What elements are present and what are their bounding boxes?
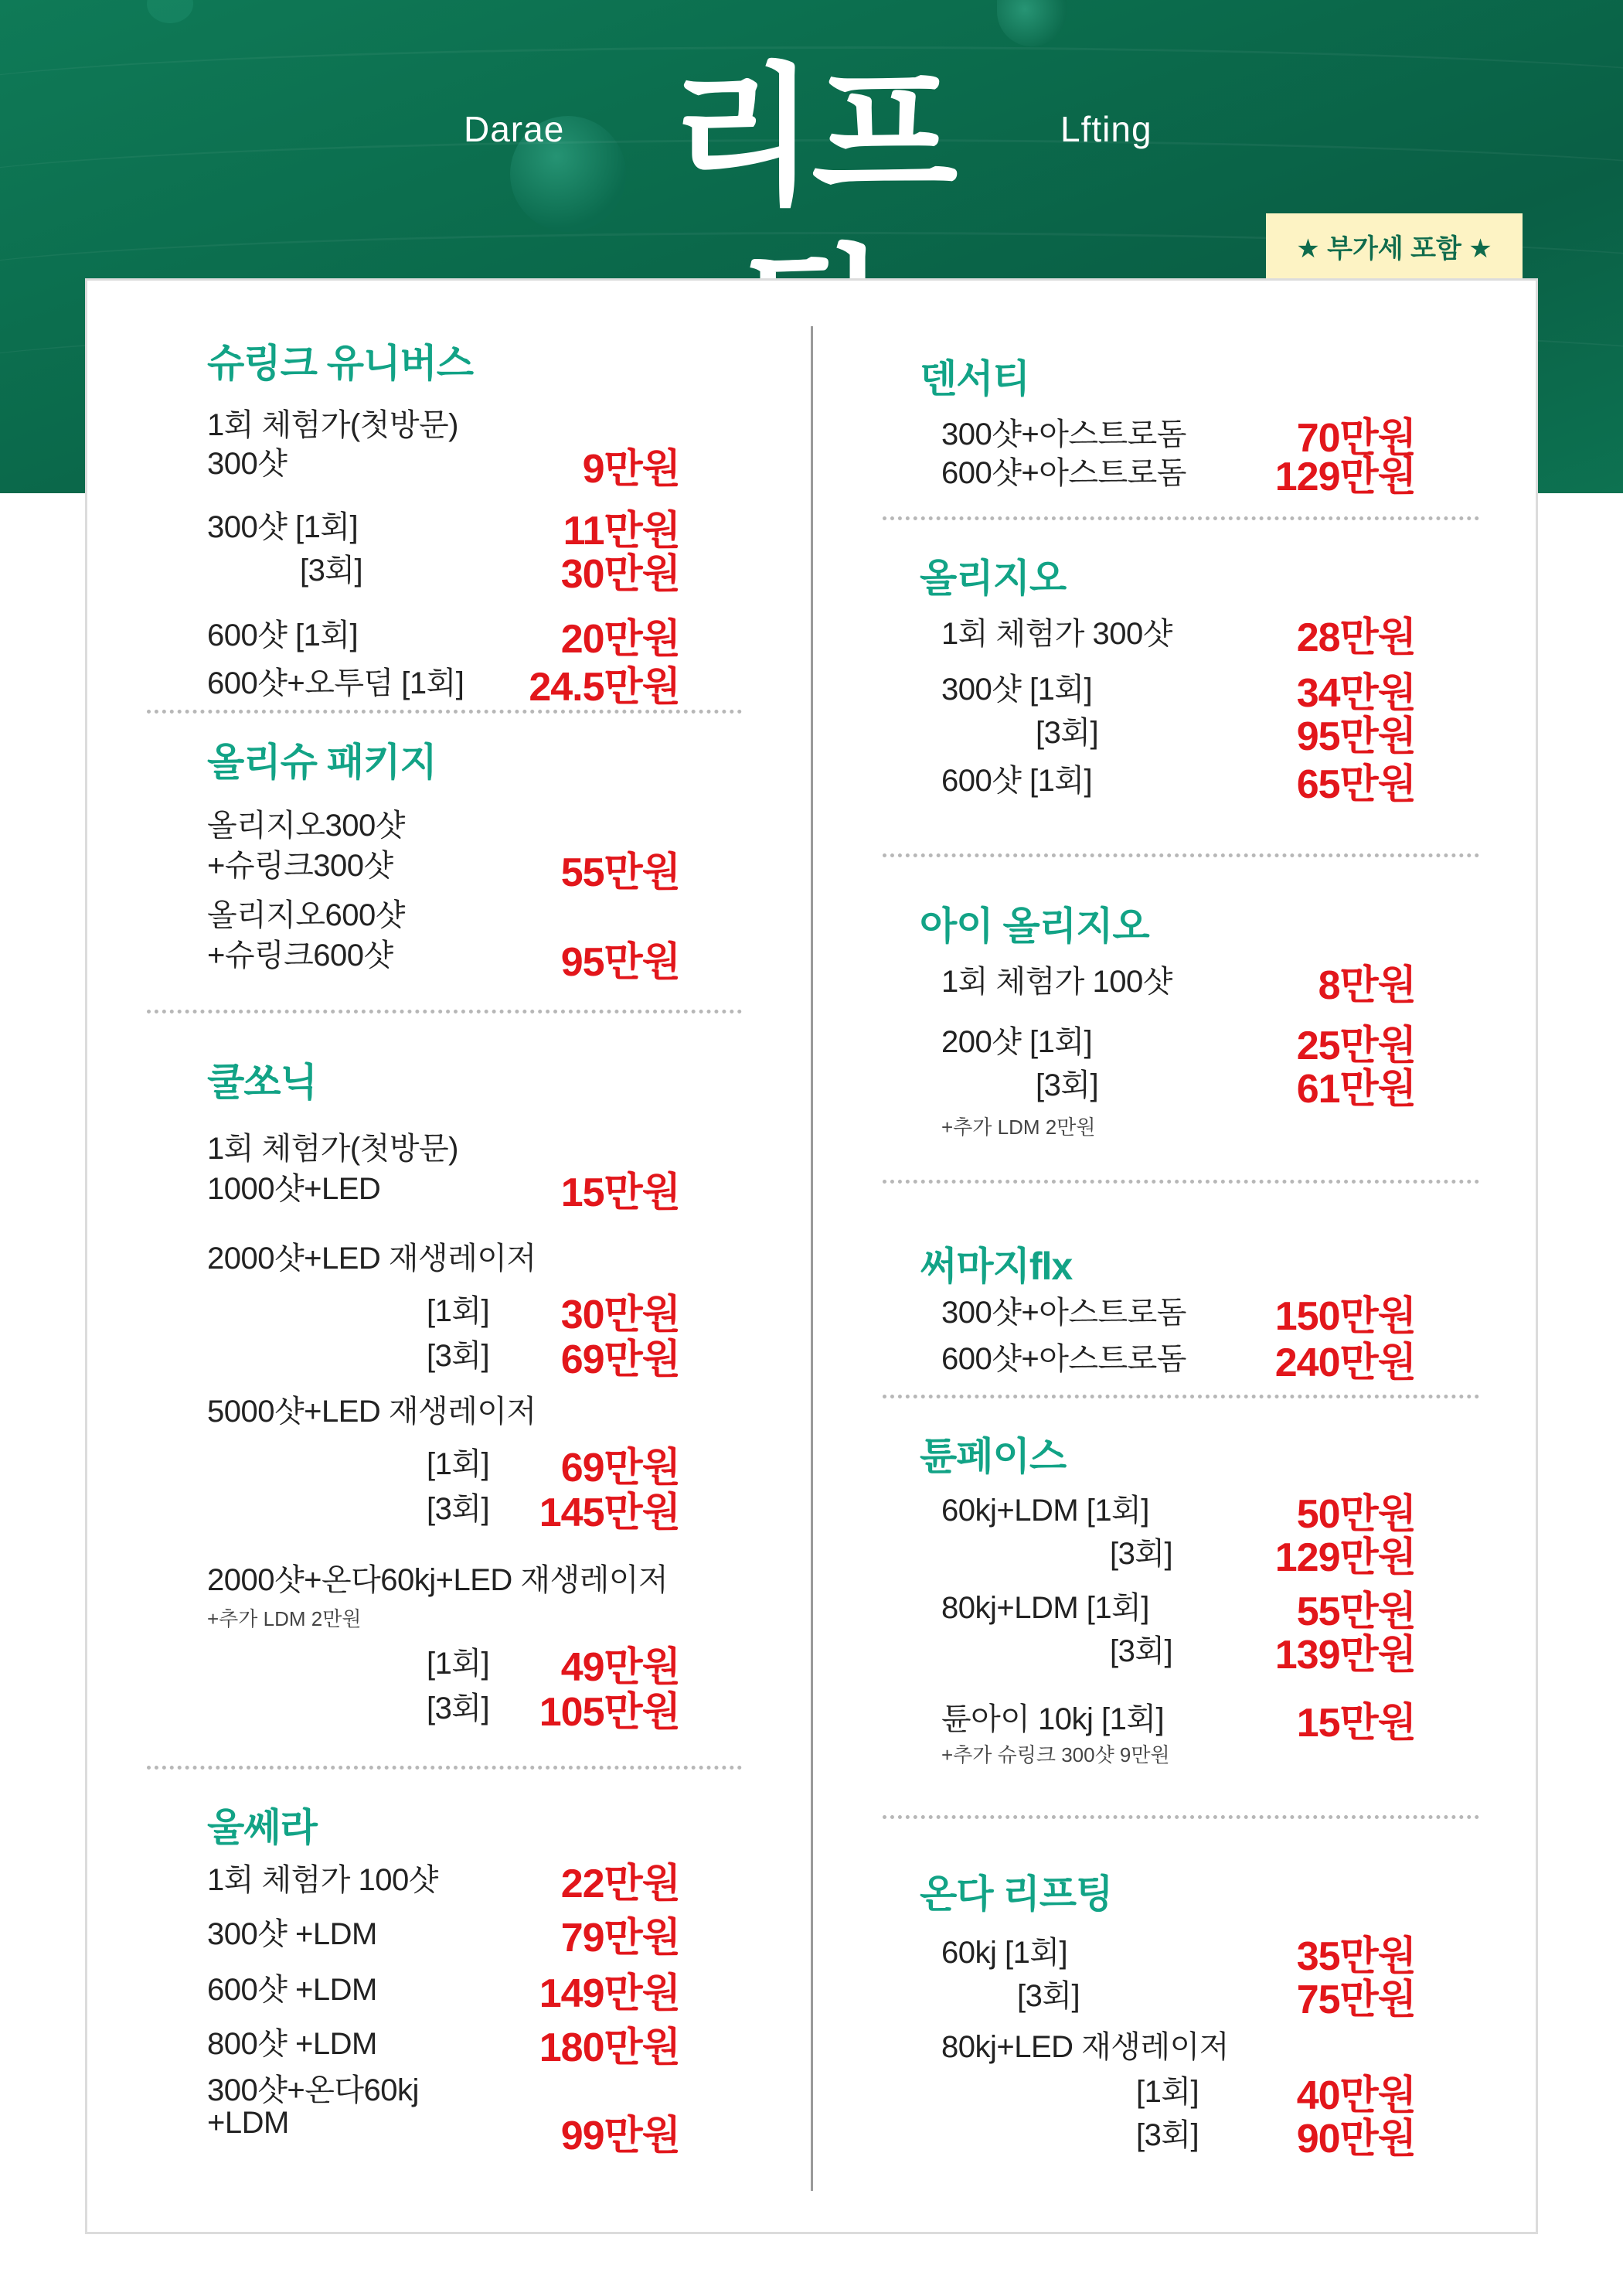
item-label: [3회] xyxy=(1036,1068,1099,1102)
section-title-ollisyu: 올리슈 패키지 xyxy=(207,741,437,784)
item-label: [3회] xyxy=(1036,716,1099,750)
item-label: [3회] xyxy=(1017,1979,1080,2013)
decorative-sphere xyxy=(147,0,193,23)
item-price: 180만원 xyxy=(539,2025,680,2070)
item-price: 95만원 xyxy=(560,940,680,985)
item-label: [3회] xyxy=(1110,1537,1173,1571)
item-label: 600샷 [1회] xyxy=(207,618,359,652)
decorative-sphere xyxy=(997,0,1067,46)
item-price: 22만원 xyxy=(560,1862,680,1906)
item-price: 40만원 xyxy=(1296,2073,1416,2118)
item-price: 139만원 xyxy=(1274,1633,1416,1678)
item-label: 5000샷+LED 재생레이저 xyxy=(207,1395,536,1429)
section-divider xyxy=(883,1180,1479,1184)
item-price: 35만원 xyxy=(1296,1934,1416,1979)
item-label: 1회 체험가 300샷 xyxy=(941,617,1172,651)
item-label: 600샷+오투덤 [1회] xyxy=(207,666,464,700)
item-price: 24.5만원 xyxy=(529,665,680,710)
item-label: [3회] xyxy=(1110,1634,1173,1668)
item-label: 300샷+아스트로돔 xyxy=(941,1296,1186,1330)
item-label: +슈링크300샷 xyxy=(207,849,393,883)
item-label: +슈링크600샷 xyxy=(207,938,393,973)
item-label: [3회] xyxy=(427,1691,490,1725)
section-title-onda: 온다 리프팅 xyxy=(920,1872,1113,1916)
item-price: 20만원 xyxy=(560,617,680,662)
subtitle-left: Darae xyxy=(464,109,565,149)
section-title-ulthera: 울쎄라 xyxy=(207,1806,317,1849)
item-label: 올리지오300샷 xyxy=(207,809,405,843)
subtitle-right: Lfting xyxy=(1060,109,1152,149)
item-label: 300샷 [1회] xyxy=(207,510,359,544)
item-price: 95만원 xyxy=(1296,714,1416,759)
item-label: [1회] xyxy=(1136,2075,1199,2109)
item-price: 150만원 xyxy=(1274,1294,1416,1339)
item-price: 15만원 xyxy=(560,1170,680,1215)
column-divider xyxy=(811,326,813,2191)
item-price: 129만원 xyxy=(1274,1535,1416,1580)
item-label: [3회] xyxy=(300,554,363,588)
item-price: 240만원 xyxy=(1274,1340,1416,1385)
item-price: 11만원 xyxy=(563,509,680,554)
item-label: [3회] xyxy=(1136,2118,1199,2152)
item-price: 75만원 xyxy=(1296,1977,1416,2022)
section-title-oligio: 올리지오 xyxy=(920,557,1067,600)
item-label: 1회 체험가 100샷 xyxy=(207,1863,438,1897)
item-note: +추가 슈링크 300샷 9만원 xyxy=(941,1743,1170,1766)
item-price: 70만원 xyxy=(1296,416,1416,461)
item-price: 28만원 xyxy=(1296,615,1416,660)
item-label: [3회] xyxy=(427,1492,490,1526)
item-price: 99만원 xyxy=(560,2114,680,2158)
section-divider xyxy=(883,516,1479,520)
item-label: 60kj+LDM [1회] xyxy=(941,1494,1149,1528)
item-price: 61만원 xyxy=(1296,1067,1416,1112)
item-label: 올리지오600샷 xyxy=(207,898,405,932)
item-label: [1회] xyxy=(427,1647,490,1681)
section-title-density: 덴서티 xyxy=(920,357,1029,400)
section-title-eye-oligio: 아이 올리지오 xyxy=(920,904,1149,948)
item-label: 2000샷+LED 재생레이저 xyxy=(207,1242,536,1276)
page-title: 리프 xyxy=(669,53,954,222)
item-price: 69만원 xyxy=(560,1446,680,1490)
item-label: 800샷 +LDM xyxy=(207,2027,377,2061)
section-divider xyxy=(883,853,1479,857)
item-label: +LDM xyxy=(207,2106,289,2140)
item-label: 1회 체험가(첫방문) xyxy=(207,408,458,442)
item-price: 145만원 xyxy=(539,1490,680,1535)
item-label: 튠아이 10kj [1회] xyxy=(941,1702,1165,1736)
item-price: 30만원 xyxy=(560,1293,680,1337)
item-price: 79만원 xyxy=(560,1916,680,1960)
item-label: 300샷 [1회] xyxy=(941,673,1093,707)
section-divider xyxy=(883,1395,1479,1398)
item-price: 65만원 xyxy=(1296,762,1416,807)
item-label: 2000샷+온다60kj+LED 재생레이저 xyxy=(207,1563,669,1597)
item-label: 600샷+아스트로돔 xyxy=(941,456,1186,490)
item-price: 55만원 xyxy=(560,850,680,895)
item-label: 300샷+아스트로돔 xyxy=(941,417,1186,451)
item-label: 1000샷+LED xyxy=(207,1172,381,1206)
item-note: +추가 LDM 2만원 xyxy=(941,1116,1096,1139)
item-price: 129만원 xyxy=(1274,455,1416,499)
item-label: 600샷 +LDM xyxy=(207,1973,377,2007)
item-price: 90만원 xyxy=(1296,2117,1416,2161)
section-divider xyxy=(147,1010,742,1013)
section-title-thermage: 써마지flx xyxy=(920,1245,1073,1288)
item-label: [3회] xyxy=(427,1339,490,1373)
item-label: 600샷+아스트로돔 xyxy=(941,1342,1186,1376)
item-label: 60kj [1회] xyxy=(941,1936,1068,1970)
item-label: 1회 체험가(첫방문) xyxy=(207,1132,458,1166)
section-divider xyxy=(147,710,742,714)
item-label: 1회 체험가 100샷 xyxy=(941,965,1172,999)
item-label: 200샷 [1회] xyxy=(941,1025,1093,1059)
section-title-shrink: 슈링크 유니버스 xyxy=(207,342,473,385)
item-price: 69만원 xyxy=(560,1337,680,1382)
item-price: 30만원 xyxy=(560,552,680,597)
item-price: 49만원 xyxy=(560,1645,680,1690)
item-price: 9만원 xyxy=(582,447,680,492)
item-label: [1회] xyxy=(427,1294,490,1328)
section-title-coolsonic: 쿨쏘닉 xyxy=(207,1061,317,1104)
section-divider xyxy=(883,1815,1479,1819)
item-price: 55만원 xyxy=(1296,1589,1416,1634)
item-price: 50만원 xyxy=(1296,1492,1416,1537)
item-label: 80kj+LED 재생레이저 xyxy=(941,2030,1229,2064)
item-label: 600샷 [1회] xyxy=(941,764,1093,798)
item-label: 80kj+LDM [1회] xyxy=(941,1591,1149,1625)
vat-badge: ★ 부가세 포함 ★ xyxy=(1266,213,1523,278)
item-price: 8만원 xyxy=(1318,963,1416,1008)
item-price: 105만원 xyxy=(539,1690,680,1735)
item-label: [1회] xyxy=(427,1447,490,1481)
item-price: 25만원 xyxy=(1296,1024,1416,1068)
item-price: 34만원 xyxy=(1296,671,1416,716)
item-price: 15만원 xyxy=(1296,1701,1416,1746)
item-label: 300샷+온다60kj xyxy=(207,2073,419,2107)
item-note: +추가 LDM 2만원 xyxy=(207,1607,362,1630)
section-divider xyxy=(147,1766,742,1770)
item-label: 300샷 +LDM xyxy=(207,1917,377,1951)
item-label: 300샷 xyxy=(207,447,288,481)
item-price: 149만원 xyxy=(539,1971,680,2016)
section-title-tunface: 튠페이스 xyxy=(920,1435,1067,1478)
